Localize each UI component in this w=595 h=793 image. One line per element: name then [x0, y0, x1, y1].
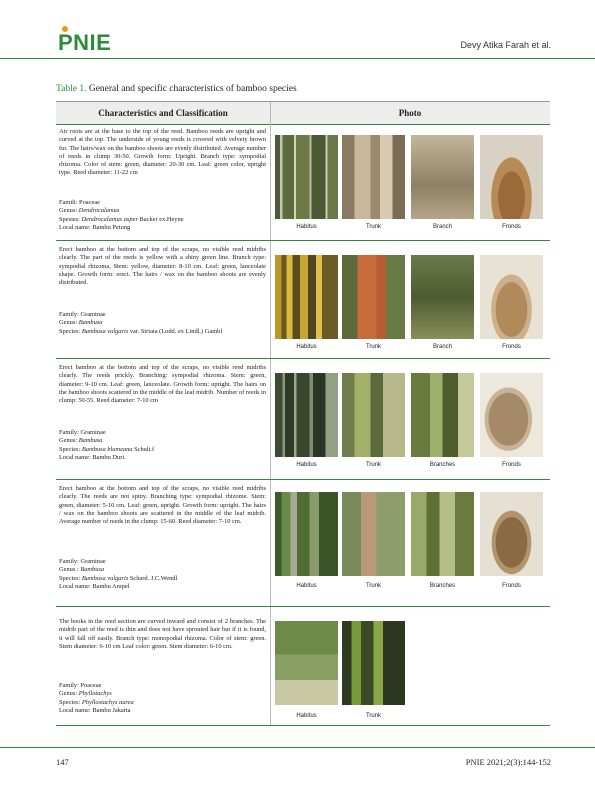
- header-rule: [0, 58, 595, 59]
- description: Erect bamboo at the bottom and top of the scraps, no visible reed midribs clearly. The reeds prickly. Branching: sympodial rhizoma. Stem: green, diameter: 9-10 cm. Leaf: green, lanceolate. Growth form: upright. The hairs on the bamboo shoots scattered in the middle of the leaf midrib. Number of reeds in clump: 50-55. Reed diameter: 7-10 cm: [59, 364, 266, 405]
- photo-label: Trunk: [365, 344, 382, 350]
- taxonomy: [59, 199, 279, 232]
- photo-trunk: [342, 373, 405, 457]
- journal-citation: PNIE 2021;2(3):144-152: [465, 757, 551, 767]
- local-name: Local name: Bambu Petung: [59, 223, 131, 231]
- photo-fronds: [480, 373, 543, 457]
- photo-label: Fronds: [502, 344, 521, 350]
- genus: Genus: Phyllotachys: [59, 690, 112, 698]
- description: Erect bamboo at the bottom and top of the scraps, no visible reed midribs clearly. The reeds are not spiny. Branching type: sympodial rhizome. Stem: green, diameter: 5-10 cm. Leaf: green, upright. Growth form: upright. The hairs / wax on the bamboo shoots are scattered in the middle of the leaf midrib. Average number of reeds in the clump: 15-60. Reed diameter: 7-10 cm.: [59, 485, 266, 526]
- photo-trunk: [342, 621, 405, 705]
- col-header-photo: Photo: [398, 108, 422, 118]
- species: Species: Phyllostachys aurea: [59, 698, 134, 706]
- species: Species: Bambusa vulgaris var. Striata (Lodd. ex Lindl.) Gambl: [59, 327, 223, 335]
- photo-label: Habitus: [296, 344, 317, 350]
- family: Family: Graminae: [59, 429, 106, 436]
- species: Species: Bambusa vulgaris Schard. J.C.Wendl: [59, 574, 178, 582]
- table-row: [56, 241, 550, 359]
- col-header-characteristics: Characteristics and Classification: [98, 108, 228, 118]
- footer-rule: [0, 747, 595, 748]
- photo-label: Trunk: [365, 224, 382, 230]
- photo-label: Trunk: [365, 713, 382, 719]
- taxonomy: [59, 429, 279, 462]
- photo-branch: [411, 135, 474, 219]
- photo-label: Branch: [432, 224, 452, 230]
- photo-habitus: [275, 255, 338, 339]
- photo-label: Habitus: [296, 583, 317, 589]
- genus: Genus: Dendrocalamus: [59, 207, 120, 215]
- photo-branches: [411, 373, 474, 457]
- photo-habitus: [275, 135, 338, 219]
- family: Family: Graminae: [59, 558, 106, 565]
- journal-logo: PNIE: [58, 30, 112, 55]
- photo-fronds: [480, 255, 543, 339]
- species-table: [56, 101, 550, 726]
- table-header: [56, 101, 550, 125]
- running-head-authors: Devy Atika Farah et al.: [460, 40, 551, 50]
- species: Species: Bambusa blumeana Schult.f: [59, 445, 155, 453]
- photo-branch: [411, 255, 474, 339]
- genus: Genus: Bambusa: [59, 319, 103, 327]
- genus: Genus : Bambusa: [59, 566, 105, 574]
- table-caption-label: Table 1.: [56, 84, 87, 94]
- photo-label: Habitus: [296, 224, 317, 230]
- photo-label: Fronds: [502, 583, 521, 589]
- taxonomy: [59, 682, 279, 715]
- photo-trunk: [342, 255, 405, 339]
- photo-label: Branches: [429, 462, 456, 468]
- table-row: [56, 123, 550, 241]
- taxonomy: [59, 311, 279, 336]
- photo-habitus: [275, 492, 338, 576]
- photo-label: Habitus: [296, 462, 317, 468]
- photo-branches: [411, 492, 474, 576]
- photo-fronds: [480, 135, 543, 219]
- photo-label: Fronds: [502, 462, 521, 468]
- photo-label: Branches: [429, 583, 456, 589]
- description: The books in the reed section are curved inward and consist of 2 branches. The midrib part of the reed is thin and does not have sprouted hair but if it is found, it will fall off easily. Branch type: monopodial rhizoma. Color of stem: green. Stem diameter: 6-10 cm Leaf color: green. Stem diameter: 6-10 cm.: [59, 618, 266, 650]
- species: Spesies: Dendrocalamus asper Backer ex.Heyne: [59, 215, 184, 223]
- photo-trunk: [342, 135, 405, 219]
- page-number: 147: [56, 757, 69, 767]
- table-row: [56, 480, 550, 607]
- genus: Genus: Bambusa: [59, 437, 103, 445]
- local-name: Local name: Bambu Jakarta: [59, 706, 131, 714]
- table-caption-text: General and specific characteristics of bamboo species: [88, 84, 297, 94]
- local-name: Local name: Bambu Duri.: [59, 453, 126, 461]
- description: Air roots are at the base to the top of the reed. Bamboo reeds are upright and curved at the top. The underside of young reeds is covered with velvety brown fur. The hairs/wax on the bamboo shoots are evenly distributed. Average number of reeds in clump 30-50. Growth form: Upright. Branch type: sympodial rhizoma. Color of stem: green, diameter: 20-30 cm. Leaf: green color, upright type. Reed diameter: 11-22 cm: [59, 128, 266, 177]
- photo-trunk: [342, 492, 405, 576]
- photo-label: Habitus: [296, 713, 317, 719]
- photo-fronds: [480, 492, 543, 576]
- photo-habitus: [275, 621, 338, 705]
- table-caption: [56, 84, 297, 94]
- photo-label: Trunk: [365, 583, 382, 589]
- family: Famili: Poaceae: [59, 199, 100, 206]
- table-row: [56, 607, 550, 726]
- photo-label: Trunk: [365, 462, 382, 468]
- local-name: Local name: Bambu Ampel: [59, 582, 130, 590]
- family: Family: Poaceae: [59, 682, 102, 689]
- family: Family: Graminae: [59, 311, 106, 318]
- photo-label: Branch: [432, 344, 452, 350]
- photo-habitus: [275, 373, 338, 457]
- photo-label: Fronds: [502, 224, 521, 230]
- description: Erect bamboo at the bottom and top of the scraps, no visible reed midribs clearly. The part of the reeds is yellow with a shiny green line. Branch type: sympodial rhizoma, Stem: yellow, diameter: 8-10 cm. Leaf: green, lanceolate shape. Growth form: erect. The hairs / wax on the bamboo shoots are evenly distributed.: [59, 246, 266, 287]
- taxonomy: [59, 558, 279, 591]
- table-row: [56, 359, 550, 480]
